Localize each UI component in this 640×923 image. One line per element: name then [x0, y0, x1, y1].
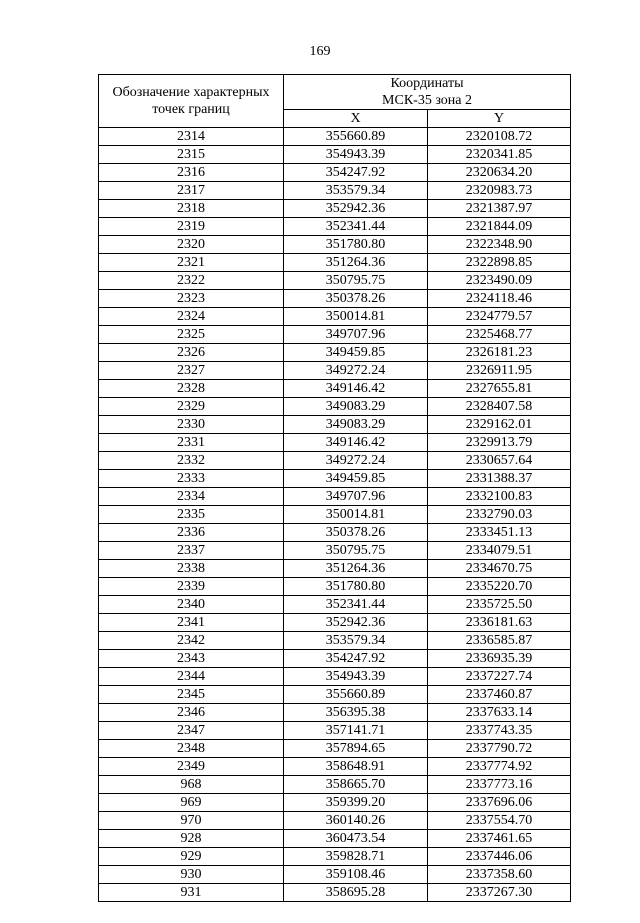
y-coordinate-cell: 2323490.09: [428, 272, 571, 290]
x-coordinate-cell: 350795.75: [284, 272, 428, 290]
point-id-cell: 2326: [99, 344, 284, 362]
point-id-cell: 2317: [99, 182, 284, 200]
point-id-cell: 2331: [99, 434, 284, 452]
table-row: [99, 632, 571, 650]
y-coordinate-cell: 2329913.79: [428, 434, 571, 452]
y-coordinate-cell: 2328407.58: [428, 398, 571, 416]
x-coordinate-cell: 356395.38: [284, 704, 428, 722]
table-row: [99, 218, 571, 236]
y-coordinate-cell: 2320634.20: [428, 164, 571, 182]
table-row: [99, 398, 571, 416]
coordinates-header: [284, 75, 571, 110]
x-coordinate-cell: 353579.34: [284, 182, 428, 200]
x-coordinate-cell: 359828.71: [284, 848, 428, 866]
table-row: [99, 488, 571, 506]
y-coordinate-cell: 2320108.72: [428, 128, 571, 146]
point-id-cell: 930: [99, 866, 284, 884]
point-id-cell: 931: [99, 884, 284, 902]
y-coordinate-cell: 2336181.63: [428, 614, 571, 632]
y-coordinate-cell: 2324118.46: [428, 290, 571, 308]
table-row: [99, 470, 571, 488]
x-coordinate-cell: 350795.75: [284, 542, 428, 560]
x-coordinate-cell: 350378.26: [284, 290, 428, 308]
y-coordinate-cell: 2337696.06: [428, 794, 571, 812]
x-coordinate-cell: 351264.36: [284, 254, 428, 272]
x-coordinate-cell: 358695.28: [284, 884, 428, 902]
x-coordinate-cell: 350014.81: [284, 506, 428, 524]
x-coordinate-cell: 358665.70: [284, 776, 428, 794]
x-coordinate-cell: 351264.36: [284, 560, 428, 578]
point-id-cell: 2346: [99, 704, 284, 722]
x-coordinate-cell: 355660.89: [284, 128, 428, 146]
point-id-cell: 928: [99, 830, 284, 848]
y-coordinate-cell: 2332100.83: [428, 488, 571, 506]
y-coordinate-cell: 2337267.30: [428, 884, 571, 902]
table-row: [99, 812, 571, 830]
point-id-cell: 969: [99, 794, 284, 812]
point-id-cell: 929: [99, 848, 284, 866]
table-row: [99, 380, 571, 398]
x-coordinate-cell: 357141.71: [284, 722, 428, 740]
point-id-cell: 2343: [99, 650, 284, 668]
y-coordinate-cell: 2326911.95: [428, 362, 571, 380]
y-coordinate-cell: 2337460.87: [428, 686, 571, 704]
table-row: [99, 758, 571, 776]
point-id-cell: 2319: [99, 218, 284, 236]
x-coordinate-cell: 359108.46: [284, 866, 428, 884]
y-coordinate-cell: 2320983.73: [428, 182, 571, 200]
table-row: [99, 200, 571, 218]
x-coordinate-cell: 360473.54: [284, 830, 428, 848]
table-row: [99, 794, 571, 812]
x-coordinate-cell: 351780.80: [284, 578, 428, 596]
table-row: [99, 884, 571, 902]
x-coordinate-cell: 349459.85: [284, 344, 428, 362]
table-row: [99, 452, 571, 470]
point-id-cell: 2344: [99, 668, 284, 686]
table-row: [99, 614, 571, 632]
x-coordinate-cell: 349083.29: [284, 398, 428, 416]
page-number: 169: [309, 44, 331, 59]
x-coordinate-cell: 352341.44: [284, 218, 428, 236]
table-header: [99, 75, 571, 128]
x-coordinate-cell: 360140.26: [284, 812, 428, 830]
point-id-cell: 2324: [99, 308, 284, 326]
point-id-cell: 2316: [99, 164, 284, 182]
table-row: [99, 830, 571, 848]
y-coordinate-cell: 2335725.50: [428, 596, 571, 614]
x-coordinate-cell: 349459.85: [284, 470, 428, 488]
x-coordinate-cell: 351780.80: [284, 236, 428, 254]
table-row: [99, 416, 571, 434]
point-id-cell: 2320: [99, 236, 284, 254]
point-id-cell: 2334: [99, 488, 284, 506]
table-row: [99, 650, 571, 668]
table-row: [99, 308, 571, 326]
table-row: [99, 848, 571, 866]
point-id-cell: 968: [99, 776, 284, 794]
x-coordinate-cell: 350014.81: [284, 308, 428, 326]
point-id-cell: 2318: [99, 200, 284, 218]
y-coordinate-cell: 2337446.06: [428, 848, 571, 866]
x-coordinate-cell: 354247.92: [284, 164, 428, 182]
point-id-cell: 2338: [99, 560, 284, 578]
x-coordinate-cell: 349272.24: [284, 362, 428, 380]
y-coordinate-cell: 2337774.92: [428, 758, 571, 776]
point-id-cell: 2348: [99, 740, 284, 758]
table-row: [99, 866, 571, 884]
x-coordinate-cell: 355660.89: [284, 686, 428, 704]
table-row: [99, 596, 571, 614]
point-id-cell: 2341: [99, 614, 284, 632]
table-row: [99, 668, 571, 686]
point-id-cell: 2328: [99, 380, 284, 398]
x-coordinate-cell: 354943.39: [284, 668, 428, 686]
table-row: [99, 434, 571, 452]
x-coordinate-cell: 359399.20: [284, 794, 428, 812]
x-coordinate-cell: 352341.44: [284, 596, 428, 614]
y-coordinate-cell: 2326181.23: [428, 344, 571, 362]
point-id-cell: 2329: [99, 398, 284, 416]
y-column-header: Y: [428, 110, 571, 128]
y-coordinate-cell: 2331388.37: [428, 470, 571, 488]
point-id-cell: 2336: [99, 524, 284, 542]
y-coordinate-cell: 2337773.16: [428, 776, 571, 794]
y-coordinate-cell: 2333451.13: [428, 524, 571, 542]
point-id-cell: 2340: [99, 596, 284, 614]
table-row: [99, 344, 571, 362]
y-coordinate-cell: 2321387.97: [428, 200, 571, 218]
x-coordinate-cell: 349146.42: [284, 434, 428, 452]
y-coordinate-cell: 2329162.01: [428, 416, 571, 434]
x-column-header: X: [284, 110, 428, 128]
table-row: [99, 740, 571, 758]
y-coordinate-cell: 2334670.75: [428, 560, 571, 578]
y-coordinate-cell: 2337633.14: [428, 704, 571, 722]
point-id-cell: 2339: [99, 578, 284, 596]
y-coordinate-cell: 2336935.39: [428, 650, 571, 668]
x-coordinate-cell: 349146.42: [284, 380, 428, 398]
table-row: [99, 326, 571, 344]
point-id-cell: 2345: [99, 686, 284, 704]
table-row: [99, 290, 571, 308]
point-id-cell: 2314: [99, 128, 284, 146]
y-coordinate-cell: 2336585.87: [428, 632, 571, 650]
y-coordinate-cell: 2327655.81: [428, 380, 571, 398]
y-coordinate-cell: 2337461.65: [428, 830, 571, 848]
y-coordinate-cell: 2332790.03: [428, 506, 571, 524]
point-id-cell: 2335: [99, 506, 284, 524]
table-row: [99, 776, 571, 794]
x-coordinate-cell: 358648.91: [284, 758, 428, 776]
y-coordinate-cell: 2334079.51: [428, 542, 571, 560]
x-coordinate-cell: 354943.39: [284, 146, 428, 164]
y-coordinate-cell: 2321844.09: [428, 218, 571, 236]
y-coordinate-cell: 2335220.70: [428, 578, 571, 596]
point-id-cell: 2321: [99, 254, 284, 272]
table-row: [99, 578, 571, 596]
y-coordinate-cell: 2337743.35: [428, 722, 571, 740]
point-id-cell: 2323: [99, 290, 284, 308]
table-row: [99, 254, 571, 272]
y-coordinate-cell: 2337227.74: [428, 668, 571, 686]
point-id-cell: 2349: [99, 758, 284, 776]
x-coordinate-cell: 357894.65: [284, 740, 428, 758]
x-coordinate-cell: 350378.26: [284, 524, 428, 542]
coordinates-title: Координаты: [390, 76, 464, 91]
y-coordinate-cell: 2330657.64: [428, 452, 571, 470]
y-coordinate-cell: 2337790.72: [428, 740, 571, 758]
point-id-cell: 2337: [99, 542, 284, 560]
x-coordinate-cell: 354247.92: [284, 650, 428, 668]
point-id-cell: 2333: [99, 470, 284, 488]
table-row: [99, 164, 571, 182]
x-coordinate-cell: 349707.96: [284, 488, 428, 506]
table-row: [99, 362, 571, 380]
y-coordinate-cell: 2337554.70: [428, 812, 571, 830]
y-coordinate-cell: 2322898.85: [428, 254, 571, 272]
table-row: [99, 182, 571, 200]
point-id-cell: 2332: [99, 452, 284, 470]
table-row: [99, 146, 571, 164]
point-id-cell: 2347: [99, 722, 284, 740]
x-coordinate-cell: 352942.36: [284, 200, 428, 218]
y-coordinate-cell: 2337358.60: [428, 866, 571, 884]
coordinates-table: [98, 74, 571, 902]
coordinate-system-title: МСК-35 зона 2: [382, 93, 472, 108]
table-row: [99, 542, 571, 560]
y-coordinate-cell: 2320341.85: [428, 146, 571, 164]
y-coordinate-cell: 2324779.57: [428, 308, 571, 326]
x-coordinate-cell: 349707.96: [284, 326, 428, 344]
point-id-cell: 970: [99, 812, 284, 830]
point-id-cell: 2322: [99, 272, 284, 290]
point-id-cell: 2330: [99, 416, 284, 434]
table-row: [99, 236, 571, 254]
y-coordinate-cell: 2325468.77: [428, 326, 571, 344]
point-id-cell: 2315: [99, 146, 284, 164]
table-row: [99, 722, 571, 740]
table-body: [99, 128, 571, 902]
x-coordinate-cell: 353579.34: [284, 632, 428, 650]
table-row: [99, 272, 571, 290]
x-coordinate-cell: 349083.29: [284, 416, 428, 434]
y-coordinate-cell: 2322348.90: [428, 236, 571, 254]
table-row: [99, 128, 571, 146]
table-row: [99, 686, 571, 704]
x-coordinate-cell: 352942.36: [284, 614, 428, 632]
point-id-cell: 2342: [99, 632, 284, 650]
table-row: [99, 524, 571, 542]
table-row: [99, 704, 571, 722]
x-coordinate-cell: 349272.24: [284, 452, 428, 470]
point-id-cell: 2327: [99, 362, 284, 380]
table-row: [99, 560, 571, 578]
table-row: [99, 506, 571, 524]
point-id-cell: 2325: [99, 326, 284, 344]
point-name-header: Обозначение характерных точек границ: [99, 75, 284, 128]
